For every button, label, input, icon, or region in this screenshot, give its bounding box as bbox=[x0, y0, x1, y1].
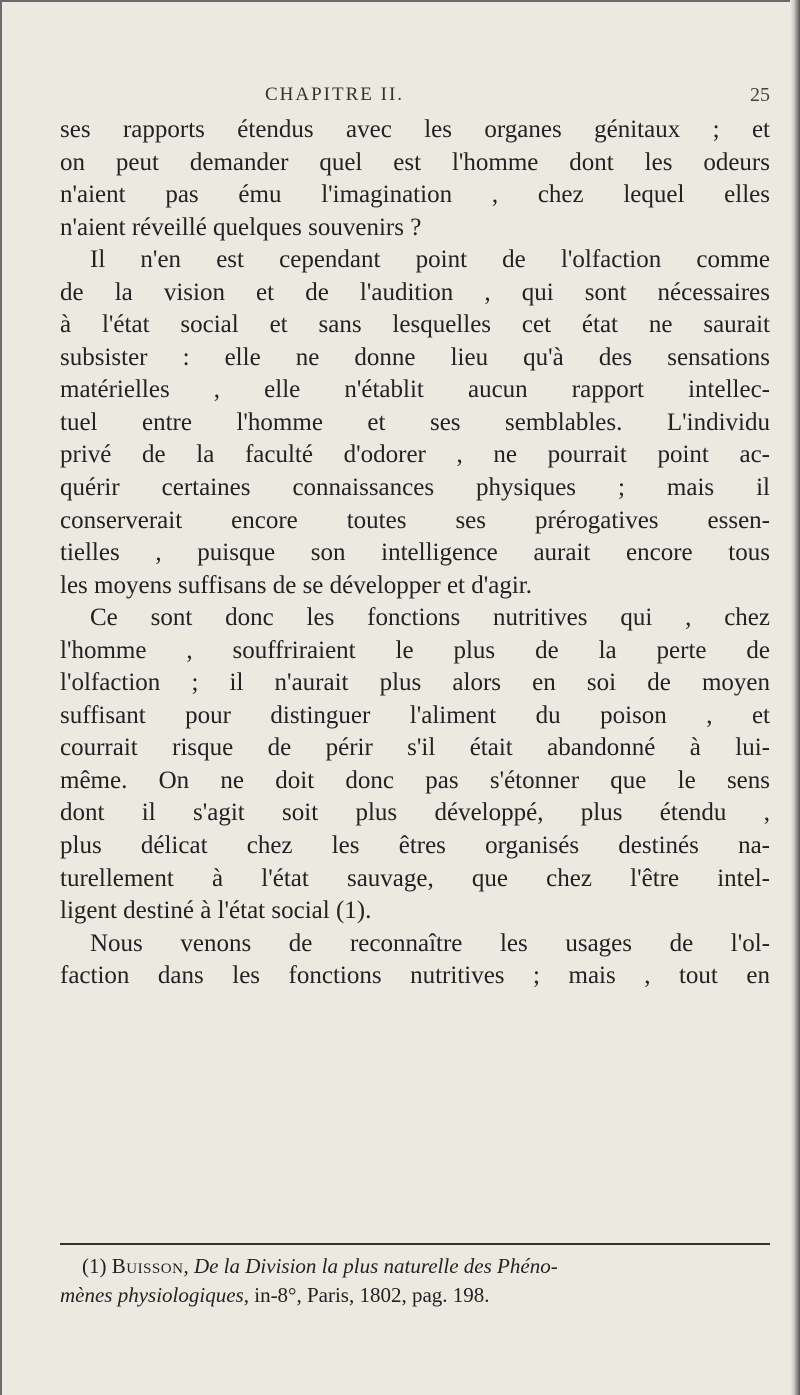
text-line: dont il s'agit soit plus développé, plus étendu , bbox=[60, 799, 770, 827]
page-edge-shadow bbox=[790, 0, 800, 1395]
text-line: on peut demander quel est l'homme dont les odeurs bbox=[60, 148, 770, 176]
footnote-separator: , bbox=[183, 1254, 189, 1278]
text-line: Il n'en est cependant point de l'olfaction comme bbox=[90, 246, 770, 274]
page-number: 25 bbox=[750, 84, 770, 106]
text-line: suffisant pour distinguer l'aliment du poison , et bbox=[60, 701, 770, 729]
text-line: tuel entre l'homme et ses semblables. L'individu bbox=[60, 408, 770, 436]
text-line: ses rapports étendus avec les organes génitaux ; et bbox=[60, 116, 770, 143]
text-line: l'homme , souffriraient le plus de la perte de bbox=[60, 636, 770, 664]
text-line: turellement à l'état sauvage, que chez l'être intel- bbox=[60, 864, 770, 892]
text-line: à l'état social et sans lesquelles cet état ne saurait bbox=[60, 311, 770, 339]
footnote-title-continued: mènes physiologiques bbox=[60, 1283, 244, 1307]
footnote bbox=[60, 1252, 770, 1310]
text-line: même. On ne doit donc pas s'étonner que le sens bbox=[60, 766, 770, 794]
footnote-author: Buisson bbox=[111, 1254, 184, 1278]
footnote-rule bbox=[60, 1243, 770, 1245]
footnote-title: De la Division la plus naturelle des Phéno- bbox=[193, 1254, 558, 1278]
footnote-line bbox=[60, 1281, 770, 1310]
text-line: conserverait encore toutes ses prérogatives essen- bbox=[60, 506, 770, 534]
text-line: courrait risque de périr s'il était abandonné à lui- bbox=[60, 734, 770, 762]
footnote-publication: , in-8°, Paris, 1802, pag. 198. bbox=[243, 1283, 490, 1307]
footnote-marker: (1) bbox=[82, 1254, 107, 1278]
text-line: subsister : elle ne donne lieu qu'à des sensations bbox=[60, 343, 770, 371]
text-line: privé de la faculté d'odorer , ne pourrait point ac- bbox=[60, 441, 770, 469]
text-line: de la vision et de l'audition , qui sont nécessaires bbox=[60, 278, 770, 306]
page-header bbox=[60, 84, 770, 114]
body-text bbox=[60, 114, 770, 993]
text-line: matérielles , elle n'établit aucun rapport intellec- bbox=[60, 376, 770, 404]
text-line: l'olfaction ; il n'aurait plus alors en soi de moyen bbox=[60, 669, 770, 697]
text-line: quérir certaines connaissances physiques ; mais il bbox=[60, 474, 770, 502]
text-line: ligent destiné à l'état social (1). bbox=[60, 897, 372, 925]
text-line: Nous venons de reconnaître les usages de l'ol- bbox=[90, 929, 770, 957]
running-head: CHAPITRE II. bbox=[265, 84, 405, 105]
text-line: plus délicat chez les êtres organisés destinés na- bbox=[60, 832, 770, 860]
text-line: faction dans les fonctions nutritives ; mais , tout en bbox=[60, 962, 770, 990]
text-line: n'aient réveillé quelques souvenirs ? bbox=[60, 213, 422, 241]
text-line: n'aient pas ému l'imagination , chez lequel elles bbox=[60, 181, 770, 209]
text-line: Ce sont donc les fonctions nutritives qui , chez bbox=[90, 604, 770, 632]
text-line: les moyens suffisans de se développer et d'agir. bbox=[60, 571, 532, 599]
footnote-line bbox=[60, 1252, 770, 1281]
text-line: tielles , puisque son intelligence aurait encore tous bbox=[60, 539, 770, 567]
